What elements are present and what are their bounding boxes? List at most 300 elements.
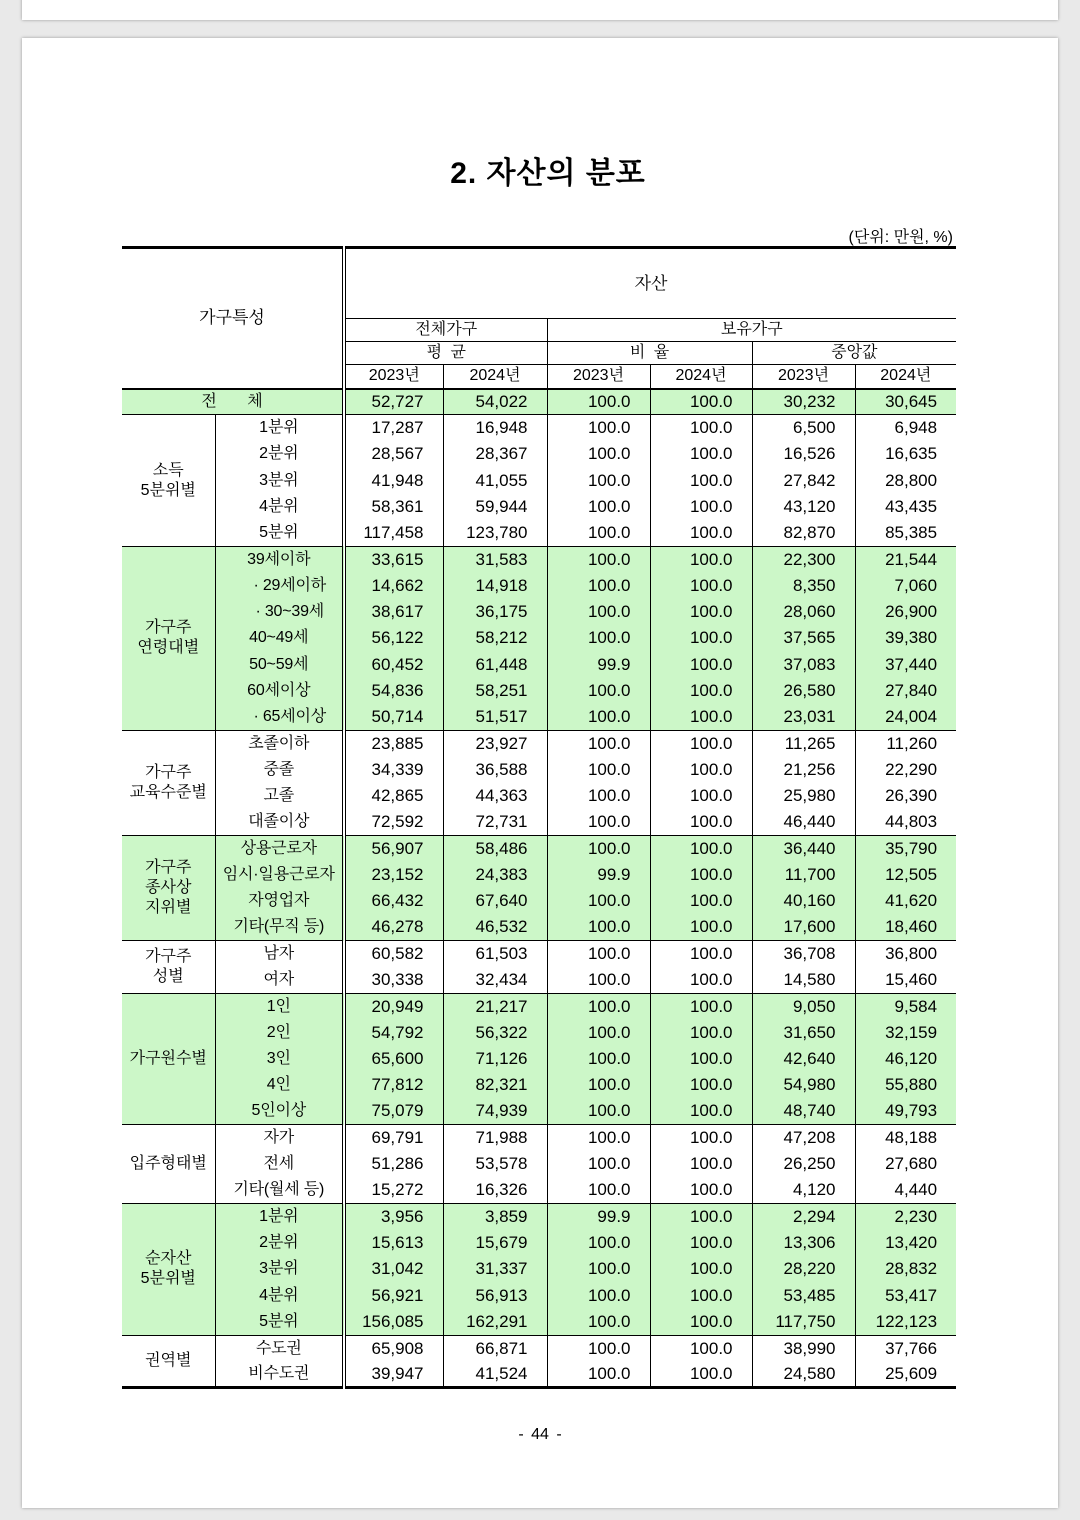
group-label <box>122 1204 215 1335</box>
value-cell: 74,939 <box>443 1099 547 1125</box>
value-cell: 30,232 <box>752 389 855 415</box>
value-cell: 37,766 <box>855 1335 956 1361</box>
value-cell: 54,022 <box>443 389 547 415</box>
row-label: 5인이상 <box>215 1099 344 1125</box>
value-cell: 59,944 <box>443 494 547 520</box>
value-cell: 100.0 <box>650 1125 752 1151</box>
value-cell: 100.0 <box>547 1335 650 1361</box>
value-cell: 27,680 <box>855 1151 956 1177</box>
value-cell: 26,390 <box>855 783 956 809</box>
table-row <box>122 441 956 467</box>
row-label: 4분위 <box>215 1283 344 1309</box>
value-cell: 100.0 <box>650 1309 752 1335</box>
table-row <box>122 941 956 967</box>
value-cell: 55,880 <box>855 1072 956 1098</box>
value-cell: 100.0 <box>650 914 752 940</box>
value-cell: 49,793 <box>855 1099 956 1125</box>
table-row <box>122 1309 956 1335</box>
value-cell: 26,900 <box>855 599 956 625</box>
header-year: 2024년 <box>443 365 547 389</box>
value-cell: 100.0 <box>547 993 650 1019</box>
value-cell: 100.0 <box>547 494 650 520</box>
value-cell: 25,609 <box>855 1361 956 1387</box>
value-cell: 51,286 <box>344 1151 443 1177</box>
value-cell: 37,440 <box>855 651 956 677</box>
table-row <box>122 1151 956 1177</box>
value-cell: 100.0 <box>547 967 650 993</box>
value-cell: 31,650 <box>752 1020 855 1046</box>
value-cell: 31,583 <box>443 546 547 572</box>
value-cell: 37,565 <box>752 625 855 651</box>
value-cell: 82,870 <box>752 520 855 546</box>
row-label: 4인 <box>215 1072 344 1098</box>
value-cell: 30,338 <box>344 967 443 993</box>
value-cell: 100.0 <box>547 573 650 599</box>
table-row <box>122 546 956 572</box>
table-row <box>122 494 956 520</box>
value-cell: 100.0 <box>547 730 650 756</box>
value-cell: 41,948 <box>344 467 443 493</box>
value-cell: 123,780 <box>443 520 547 546</box>
value-cell: 100.0 <box>547 441 650 467</box>
value-cell: 25,980 <box>752 783 855 809</box>
header-year: 2024년 <box>855 365 956 389</box>
value-cell: 28,800 <box>855 467 956 493</box>
row-label: 비수도권 <box>215 1361 344 1387</box>
total-row <box>122 389 956 415</box>
row-label: 대졸이상 <box>215 809 344 835</box>
table-row <box>122 836 956 862</box>
value-cell: 71,988 <box>443 1125 547 1151</box>
value-cell: 35,790 <box>855 836 956 862</box>
value-cell: 53,578 <box>443 1151 547 1177</box>
value-cell: 12,505 <box>855 862 956 888</box>
value-cell: 117,750 <box>752 1309 855 1335</box>
row-label: 초졸이하 <box>215 730 344 756</box>
value-cell: 100.0 <box>547 914 650 940</box>
value-cell: 23,031 <box>752 704 855 730</box>
value-cell: 36,175 <box>443 599 547 625</box>
value-cell: 100.0 <box>547 757 650 783</box>
row-label: 여자 <box>215 967 344 993</box>
value-cell: 6,500 <box>752 415 855 441</box>
value-cell: 69,791 <box>344 1125 443 1151</box>
row-label: 상용근로자 <box>215 836 344 862</box>
table-row <box>122 415 956 441</box>
value-cell: 100.0 <box>650 941 752 967</box>
value-cell: 56,921 <box>344 1283 443 1309</box>
value-cell: 100.0 <box>650 993 752 1019</box>
value-cell: 50,714 <box>344 704 443 730</box>
page-number: - 44 - <box>518 1426 562 1443</box>
table-row <box>122 757 956 783</box>
value-cell: 100.0 <box>547 415 650 441</box>
group-label <box>122 730 215 835</box>
value-cell: 100.0 <box>650 1072 752 1098</box>
value-cell: 58,361 <box>344 494 443 520</box>
value-cell: 22,300 <box>752 546 855 572</box>
value-cell: 13,306 <box>752 1230 855 1256</box>
table-row <box>122 1230 956 1256</box>
value-cell: 100.0 <box>547 783 650 809</box>
value-cell: 21,544 <box>855 546 956 572</box>
header-asset: 자산 <box>344 248 956 319</box>
row-label: 자영업자 <box>215 888 344 914</box>
table-row <box>122 967 956 993</box>
table-row <box>122 1020 956 1046</box>
value-cell: 46,532 <box>443 914 547 940</box>
group-label-line: 5분위별 <box>140 1270 196 1288</box>
value-cell: 100.0 <box>650 783 752 809</box>
group-label-line: 가구주 <box>145 763 192 781</box>
value-cell: 82,321 <box>443 1072 547 1098</box>
value-cell: 60,582 <box>344 941 443 967</box>
table-row <box>122 1072 956 1098</box>
value-cell: 99.9 <box>547 651 650 677</box>
value-cell: 39,380 <box>855 625 956 651</box>
value-cell: 162,291 <box>443 1309 547 1335</box>
table-row <box>122 914 956 940</box>
header-household-characteristic: 가구특성 <box>122 248 344 389</box>
group-label-line: 가구원수별 <box>129 1050 207 1068</box>
value-cell: 21,256 <box>752 757 855 783</box>
value-cell: 100.0 <box>547 1177 650 1203</box>
asset-distribution-table <box>122 246 956 1389</box>
header-year: 2024년 <box>650 365 752 389</box>
table-row <box>122 1177 956 1203</box>
value-cell: 39,947 <box>344 1361 443 1387</box>
table-row <box>122 651 956 677</box>
table-row <box>122 678 956 704</box>
value-cell: 22,290 <box>855 757 956 783</box>
value-cell: 75,079 <box>344 1099 443 1125</box>
value-cell: 100.0 <box>547 1283 650 1309</box>
value-cell: 99.9 <box>547 1204 650 1230</box>
value-cell: 31,337 <box>443 1256 547 1282</box>
value-cell: 40,160 <box>752 888 855 914</box>
value-cell: 100.0 <box>650 678 752 704</box>
row-label: 3분위 <box>215 1256 344 1282</box>
value-cell: 100.0 <box>650 1335 752 1361</box>
row-label: 고졸 <box>215 783 344 809</box>
table-row <box>122 1361 956 1387</box>
value-cell: 8,350 <box>752 573 855 599</box>
value-cell: 28,367 <box>443 441 547 467</box>
value-cell: 100.0 <box>650 757 752 783</box>
unit-note: (단위: 만원, %) <box>848 229 953 246</box>
value-cell: 100.0 <box>650 415 752 441</box>
header-holding-households: 보유가구 <box>547 319 956 342</box>
row-label: 2분위 <box>215 441 344 467</box>
header-year: 2023년 <box>752 365 855 389</box>
value-cell: 56,913 <box>443 1283 547 1309</box>
row-label: 전세 <box>215 1151 344 1177</box>
group-label <box>122 836 215 941</box>
value-cell: 44,363 <box>443 783 547 809</box>
value-cell: 85,385 <box>855 520 956 546</box>
value-cell: 38,617 <box>344 599 443 625</box>
table-row <box>122 1283 956 1309</box>
value-cell: 100.0 <box>650 1046 752 1072</box>
value-cell: 100.0 <box>547 389 650 415</box>
value-cell: 100.0 <box>650 1151 752 1177</box>
row-label: 40~49세 <box>215 625 344 651</box>
value-cell: 72,731 <box>443 809 547 835</box>
value-cell: 56,122 <box>344 625 443 651</box>
value-cell: 15,460 <box>855 967 956 993</box>
value-cell: 100.0 <box>650 546 752 572</box>
group-label-line: 5분위별 <box>140 481 196 499</box>
header-year: 2023년 <box>547 365 650 389</box>
value-cell: 100.0 <box>547 1020 650 1046</box>
value-cell: 36,800 <box>855 941 956 967</box>
row-label: · 65세이상 <box>215 704 344 730</box>
value-cell: 27,840 <box>855 678 956 704</box>
page-title: 2. 자산의 분포 <box>450 157 646 190</box>
value-cell: 58,486 <box>443 836 547 862</box>
value-cell: 100.0 <box>650 888 752 914</box>
value-cell: 46,278 <box>344 914 443 940</box>
row-label: · 29세이하 <box>215 573 344 599</box>
group-label <box>122 993 215 1124</box>
value-cell: 100.0 <box>650 1256 752 1282</box>
value-cell: 66,871 <box>443 1335 547 1361</box>
value-cell: 100.0 <box>547 1256 650 1282</box>
value-cell: 51,517 <box>443 704 547 730</box>
value-cell: 24,004 <box>855 704 956 730</box>
group-label-line: 지위별 <box>145 899 192 917</box>
value-cell: 100.0 <box>547 520 650 546</box>
value-cell: 36,708 <box>752 941 855 967</box>
value-cell: 2,294 <box>752 1204 855 1230</box>
value-cell: 28,220 <box>752 1256 855 1282</box>
row-label: 수도권 <box>215 1335 344 1361</box>
value-cell: 38,990 <box>752 1335 855 1361</box>
value-cell: 100.0 <box>650 1283 752 1309</box>
value-cell: 44,803 <box>855 809 956 835</box>
value-cell: 28,832 <box>855 1256 956 1282</box>
value-cell: 100.0 <box>547 1046 650 1072</box>
value-cell: 42,865 <box>344 783 443 809</box>
value-cell: 52,727 <box>344 389 443 415</box>
table-row <box>122 1256 956 1282</box>
value-cell: 100.0 <box>547 704 650 730</box>
value-cell: 66,432 <box>344 888 443 914</box>
row-label: 자가 <box>215 1125 344 1151</box>
value-cell: 100.0 <box>650 573 752 599</box>
value-cell: 100.0 <box>547 467 650 493</box>
value-cell: 100.0 <box>650 1204 752 1230</box>
value-cell: 43,120 <box>752 494 855 520</box>
previous-page-edge <box>22 0 1058 20</box>
value-cell: 24,383 <box>443 862 547 888</box>
row-label: 임시·일용근로자 <box>215 862 344 888</box>
value-cell: 100.0 <box>547 888 650 914</box>
header-ratio: 비 율 <box>547 342 752 365</box>
group-label <box>122 941 215 994</box>
value-cell: 54,980 <box>752 1072 855 1098</box>
value-cell: 15,613 <box>344 1230 443 1256</box>
value-cell: 9,050 <box>752 993 855 1019</box>
table-row <box>122 599 956 625</box>
value-cell: 42,640 <box>752 1046 855 1072</box>
value-cell: 34,339 <box>344 757 443 783</box>
value-cell: 100.0 <box>547 1151 650 1177</box>
value-cell: 100.0 <box>650 494 752 520</box>
value-cell: 100.0 <box>547 599 650 625</box>
value-cell: 3,956 <box>344 1204 443 1230</box>
group-label-line: 교육수준별 <box>129 783 207 801</box>
group-label-line: 가구주 <box>145 859 192 877</box>
value-cell: 32,434 <box>443 967 547 993</box>
value-cell: 18,460 <box>855 914 956 940</box>
total-label: 전 체 <box>122 389 344 415</box>
group-label <box>122 1125 215 1204</box>
value-cell: 9,584 <box>855 993 956 1019</box>
value-cell: 67,640 <box>443 888 547 914</box>
value-cell: 28,567 <box>344 441 443 467</box>
value-cell: 23,927 <box>443 730 547 756</box>
row-label: 39세이하 <box>215 546 344 572</box>
value-cell: 100.0 <box>547 1099 650 1125</box>
value-cell: 53,417 <box>855 1283 956 1309</box>
value-cell: 33,615 <box>344 546 443 572</box>
row-label: 3인 <box>215 1046 344 1072</box>
group-label-line: 연령대별 <box>137 639 200 657</box>
group-label <box>122 546 215 730</box>
value-cell: 11,260 <box>855 730 956 756</box>
value-cell: 43,435 <box>855 494 956 520</box>
row-label: 1분위 <box>215 415 344 441</box>
row-label: · 30~39세 <box>215 599 344 625</box>
value-cell: 17,287 <box>344 415 443 441</box>
value-cell: 100.0 <box>547 1072 650 1098</box>
row-label: 기타(무직 등) <box>215 914 344 940</box>
value-cell: 100.0 <box>650 651 752 677</box>
value-cell: 100.0 <box>650 1361 752 1387</box>
value-cell: 61,448 <box>443 651 547 677</box>
value-cell: 26,580 <box>752 678 855 704</box>
value-cell: 60,452 <box>344 651 443 677</box>
group-label-line: 순자산 <box>145 1250 192 1268</box>
table-row <box>122 1204 956 1230</box>
table-row <box>122 993 956 1019</box>
value-cell: 16,326 <box>443 1177 547 1203</box>
table-row <box>122 862 956 888</box>
group-label <box>122 415 215 546</box>
group-label-line: 권역별 <box>145 1351 192 1369</box>
table-row <box>122 783 956 809</box>
value-cell: 15,272 <box>344 1177 443 1203</box>
value-cell: 16,526 <box>752 441 855 467</box>
value-cell: 100.0 <box>650 836 752 862</box>
value-cell: 100.0 <box>650 441 752 467</box>
row-label: 남자 <box>215 941 344 967</box>
group-label-line: 가구주 <box>145 619 192 637</box>
value-cell: 32,159 <box>855 1020 956 1046</box>
value-cell: 100.0 <box>650 389 752 415</box>
row-label: 1인 <box>215 993 344 1019</box>
row-label: 2분위 <box>215 1230 344 1256</box>
row-label: 50~59세 <box>215 651 344 677</box>
value-cell: 100.0 <box>650 1177 752 1203</box>
value-cell: 6,948 <box>855 415 956 441</box>
value-cell: 56,907 <box>344 836 443 862</box>
value-cell: 30,645 <box>855 389 956 415</box>
header-median: 중앙값 <box>752 342 956 365</box>
value-cell: 100.0 <box>547 1361 650 1387</box>
header-row <box>122 248 956 319</box>
value-cell: 7,060 <box>855 573 956 599</box>
table-header <box>122 248 956 389</box>
row-label: 5분위 <box>215 1309 344 1335</box>
row-label: 4분위 <box>215 494 344 520</box>
table-row <box>122 809 956 835</box>
value-cell: 48,740 <box>752 1099 855 1125</box>
table-row <box>122 520 956 546</box>
value-cell: 31,042 <box>344 1256 443 1282</box>
row-label: 5분위 <box>215 520 344 546</box>
value-cell: 3,859 <box>443 1204 547 1230</box>
value-cell: 156,085 <box>344 1309 443 1335</box>
value-cell: 21,217 <box>443 993 547 1019</box>
table-row <box>122 1046 956 1072</box>
group-label-line: 입주형태별 <box>129 1155 207 1173</box>
value-cell: 122,123 <box>855 1309 956 1335</box>
value-cell: 58,251 <box>443 678 547 704</box>
value-cell: 100.0 <box>650 730 752 756</box>
value-cell: 14,918 <box>443 573 547 599</box>
value-cell: 100.0 <box>547 809 650 835</box>
value-cell: 36,588 <box>443 757 547 783</box>
value-cell: 47,208 <box>752 1125 855 1151</box>
value-cell: 4,120 <box>752 1177 855 1203</box>
value-cell: 48,188 <box>855 1125 956 1151</box>
value-cell: 14,580 <box>752 967 855 993</box>
value-cell: 16,948 <box>443 415 547 441</box>
table-row <box>122 625 956 651</box>
group-label <box>122 1335 215 1388</box>
table-row <box>122 1099 956 1125</box>
row-label: 기타(월세 등) <box>215 1177 344 1203</box>
value-cell: 56,322 <box>443 1020 547 1046</box>
value-cell: 100.0 <box>547 1230 650 1256</box>
group-label-line: 소득 <box>152 461 184 479</box>
value-cell: 100.0 <box>650 809 752 835</box>
value-cell: 100.0 <box>547 941 650 967</box>
value-cell: 4,440 <box>855 1177 956 1203</box>
value-cell: 24,580 <box>752 1361 855 1387</box>
value-cell: 46,120 <box>855 1046 956 1072</box>
value-cell: 100.0 <box>650 704 752 730</box>
value-cell: 13,420 <box>855 1230 956 1256</box>
value-cell: 16,635 <box>855 441 956 467</box>
table-row <box>122 704 956 730</box>
value-cell: 100.0 <box>547 836 650 862</box>
value-cell: 15,679 <box>443 1230 547 1256</box>
value-cell: 100.0 <box>650 967 752 993</box>
value-cell: 46,440 <box>752 809 855 835</box>
value-cell: 100.0 <box>547 625 650 651</box>
value-cell: 23,885 <box>344 730 443 756</box>
value-cell: 100.0 <box>650 599 752 625</box>
table-row <box>122 573 956 599</box>
value-cell: 53,485 <box>752 1283 855 1309</box>
value-cell: 20,949 <box>344 993 443 1019</box>
group-label-line: 가구주 <box>145 948 192 966</box>
value-cell: 36,440 <box>752 836 855 862</box>
value-cell: 100.0 <box>650 520 752 546</box>
